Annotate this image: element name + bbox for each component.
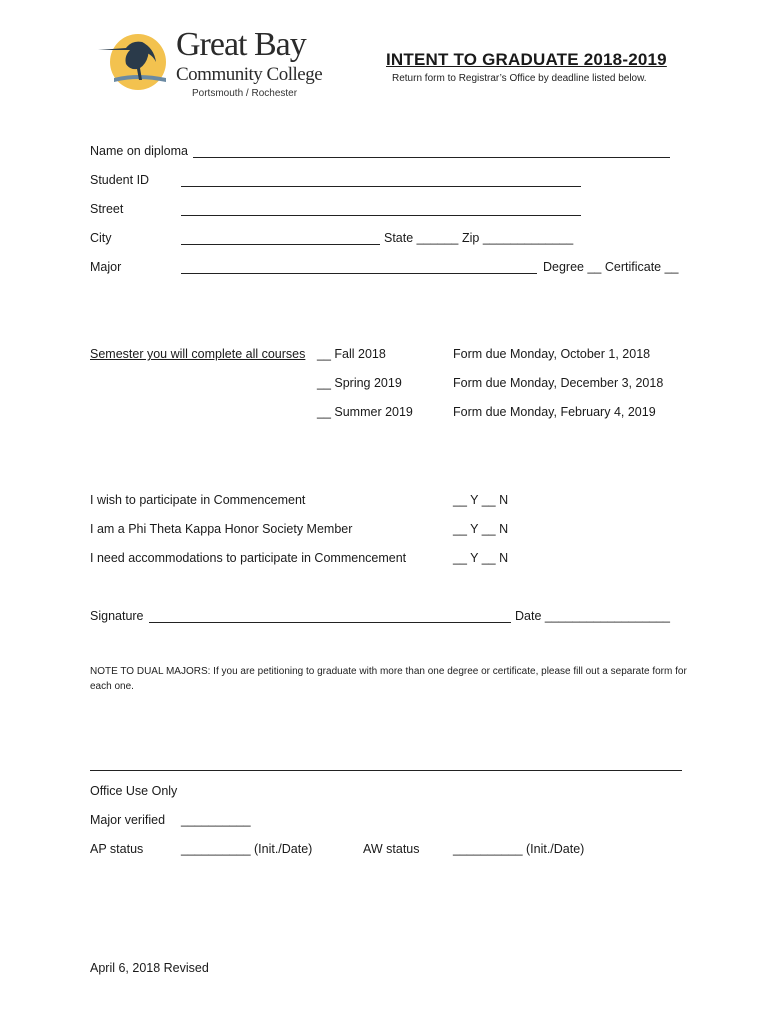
logo-name-line2: Community College: [176, 64, 323, 85]
signature-field[interactable]: [149, 622, 511, 623]
semester-due-fall: Form due Monday, October 1, 2018: [453, 347, 651, 361]
major-label: Major: [90, 260, 122, 274]
dual-majors-note: NOTE TO DUAL MAJORS: If you are petitioning to graduate with more than one degree or certificate, please fill out a separate form for each one.: [90, 666, 687, 692]
logo-campuses: Portsmouth / Rochester: [192, 88, 298, 99]
form-title: INTENT TO GRADUATE 2018-2019: [386, 50, 667, 69]
semester-due-spring: Form due Monday, December 3, 2018: [453, 376, 664, 390]
name-on-diploma-field[interactable]: [193, 157, 670, 158]
answer-phi-theta-kappa[interactable]: __ Y __ N: [453, 522, 509, 536]
signature-label: Signature: [90, 609, 144, 623]
major-verified-field[interactable]: __________: [181, 813, 251, 827]
city-label: City: [90, 231, 112, 245]
aw-status-label: AW status: [363, 842, 420, 856]
heron-sun-icon: [96, 28, 172, 92]
name-on-diploma-label: Name on diploma: [90, 144, 188, 158]
street-field[interactable]: [181, 215, 581, 216]
ap-status-label: AP status: [90, 842, 144, 856]
question-accommodations: I need accommodations to participate in Commencement: [90, 551, 407, 565]
semester-option-spring[interactable]: __ Spring 2019: [317, 376, 402, 390]
major-field[interactable]: [181, 273, 537, 274]
question-phi-theta-kappa: I am a Phi Theta Kappa Honor Society Member: [90, 522, 353, 536]
semester-due-summer: Form due Monday, February 4, 2019: [453, 405, 656, 419]
date-field[interactable]: Date __________________: [515, 609, 671, 623]
aw-status-field[interactable]: __________ (Init./Date): [453, 842, 585, 856]
state-field[interactable]: State ______: [384, 231, 459, 245]
semester-option-fall[interactable]: __ Fall 2018: [317, 347, 386, 361]
college-logo: [96, 22, 326, 102]
student-id-field[interactable]: [181, 186, 581, 187]
semester-label: Semester you will complete all courses: [90, 347, 306, 361]
logo-name-line1: Great Bay: [176, 26, 306, 63]
question-commencement: I wish to participate in Commencement: [90, 493, 306, 507]
zip-field[interactable]: Zip _____________: [462, 231, 574, 245]
street-label: Street: [90, 202, 124, 216]
degree-certificate-choice[interactable]: Degree __ Certificate __: [543, 260, 679, 274]
ap-status-field[interactable]: __________ (Init./Date): [181, 842, 313, 856]
form-subtitle: Return form to Registrar’s Office by deadline listed below.: [392, 73, 647, 84]
city-field[interactable]: [181, 244, 380, 245]
office-use-heading: Office Use Only: [90, 784, 178, 798]
answer-accommodations[interactable]: __ Y __ N: [453, 551, 509, 565]
revision-date: April 6, 2018 Revised: [90, 961, 209, 975]
office-divider: [90, 770, 682, 771]
major-verified-label: Major verified: [90, 813, 166, 827]
answer-commencement[interactable]: __ Y __ N: [453, 493, 509, 507]
semester-option-summer[interactable]: __ Summer 2019: [317, 405, 413, 419]
student-id-label: Student ID: [90, 173, 150, 187]
